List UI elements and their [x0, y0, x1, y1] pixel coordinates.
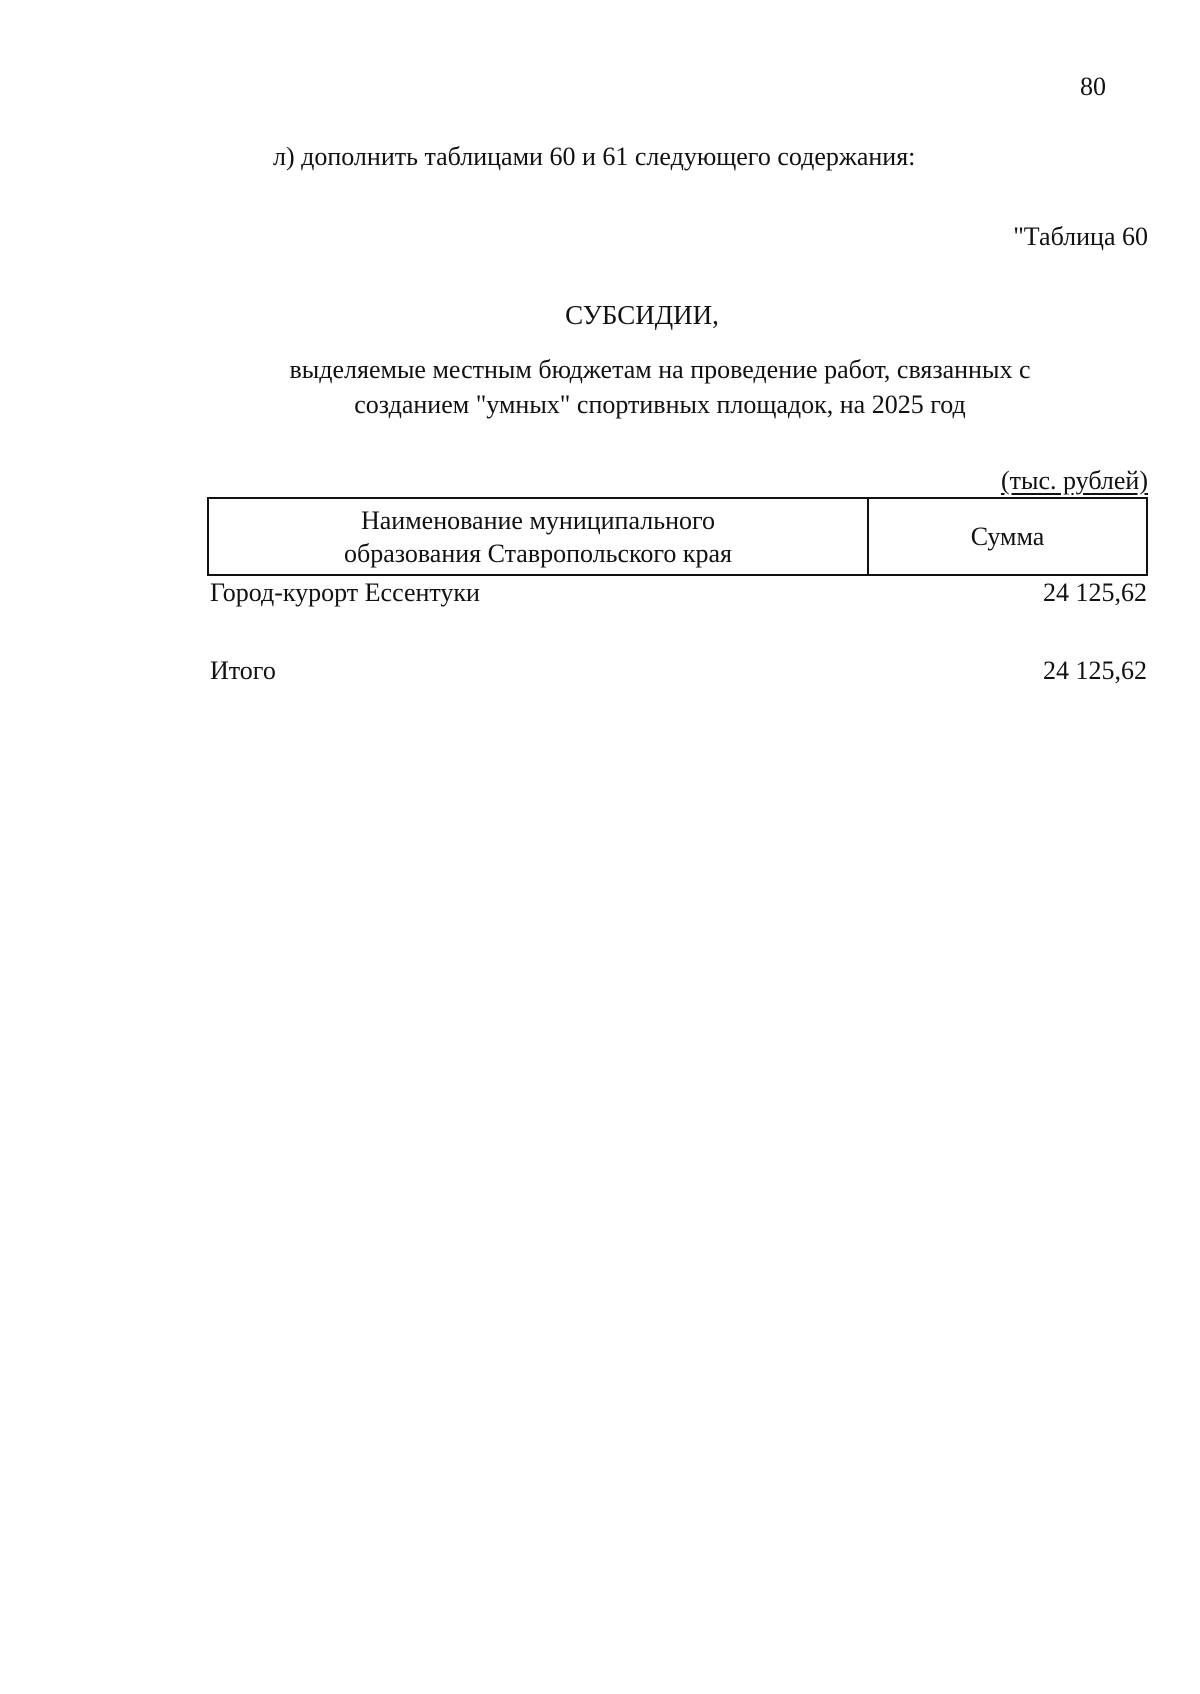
total-label: Итого	[210, 656, 276, 685]
total-row	[210, 656, 1147, 686]
document-title: СУБСИДИИ,	[565, 300, 719, 330]
row-sum: 24 125,62	[1043, 578, 1147, 607]
table-label: "Таблица 60	[1013, 222, 1148, 251]
page-number: 80	[1080, 72, 1106, 101]
row-municipality: Город-курорт Ессентуки	[210, 578, 480, 607]
subtitle-line-2: созданием "умных" спортивных площадок, на 2025 год	[354, 390, 966, 419]
subtitle-line-1: выделяемые местным бюджетам на проведение работ, связанных с	[289, 355, 1031, 384]
header-municipality	[209, 499, 869, 574]
header-municipality-line-2: образования Ставропольского края	[343, 538, 733, 568]
table-row	[210, 578, 1147, 608]
header-sum: Сумма	[970, 522, 1045, 551]
table-header	[207, 497, 1148, 576]
units-note	[1001, 466, 1148, 496]
total-sum: 24 125,62	[1043, 656, 1147, 685]
document-subtitle	[195, 352, 1125, 422]
intro-text: л) дополнить таблицами 60 и 61 следующего содержания:	[273, 142, 916, 171]
units-text: (тыс. рублей)	[1000, 466, 1148, 495]
header-municipality-line-1: Наименование муниципального	[360, 505, 716, 535]
